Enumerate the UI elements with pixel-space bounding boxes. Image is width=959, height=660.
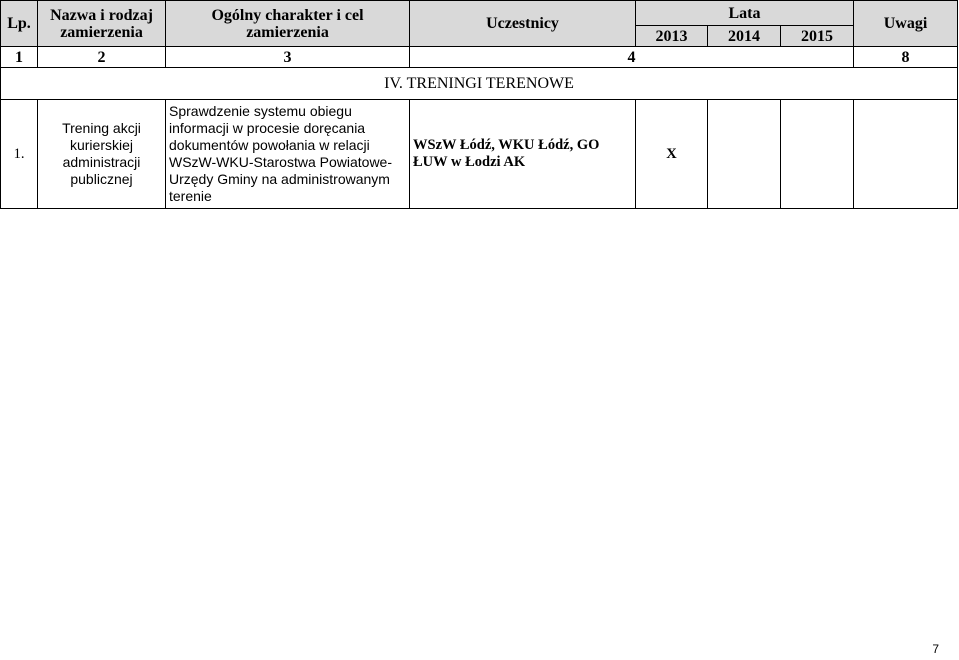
row-uczestnicy: WSzW Łódź, WKU Łódź, GO ŁUW w Łodzi AK [410, 100, 636, 209]
header-lp: Lp. [1, 1, 38, 47]
table-row [1, 100, 958, 209]
column-number-8: 8 [854, 47, 958, 68]
header-year-2015: 2015 [781, 26, 854, 47]
header-lata: Lata [636, 1, 854, 26]
row-2013: X [636, 100, 708, 209]
header-uwagi: Uwagi [854, 1, 958, 47]
header-year-2013: 2013 [636, 26, 708, 47]
column-number-1: 1 [1, 47, 38, 68]
column-number-3: 3 [166, 47, 410, 68]
section-title: IV. TRENINGI TERENOWE [1, 68, 958, 100]
header-charakter: Ogólny charakter i cel zamierzenia [166, 1, 410, 47]
header-year-2014: 2014 [708, 26, 781, 47]
row-nazwa: Trening akcji kurierskiej administracji publicznej [38, 100, 166, 209]
row-charakter: Sprawdzenie systemu obiegu informacji w procesie doręcania dokumentów powołania w relacji WSzW-WKU-Starostwa Powiatowe-Urzędy Gminy na administrowanym terenie [166, 100, 410, 209]
row-2015 [781, 100, 854, 209]
row-lp: 1. [1, 100, 38, 209]
header-nazwa: Nazwa i rodzaj zamierzenia [38, 1, 166, 47]
column-number-4: 4 [410, 47, 854, 68]
header-uczestnicy: Uczestnicy [410, 1, 636, 47]
page-number: 7 [932, 642, 939, 656]
row-uwagi [854, 100, 958, 209]
row-2014 [708, 100, 781, 209]
column-number-2: 2 [38, 47, 166, 68]
plan-table [0, 0, 958, 209]
